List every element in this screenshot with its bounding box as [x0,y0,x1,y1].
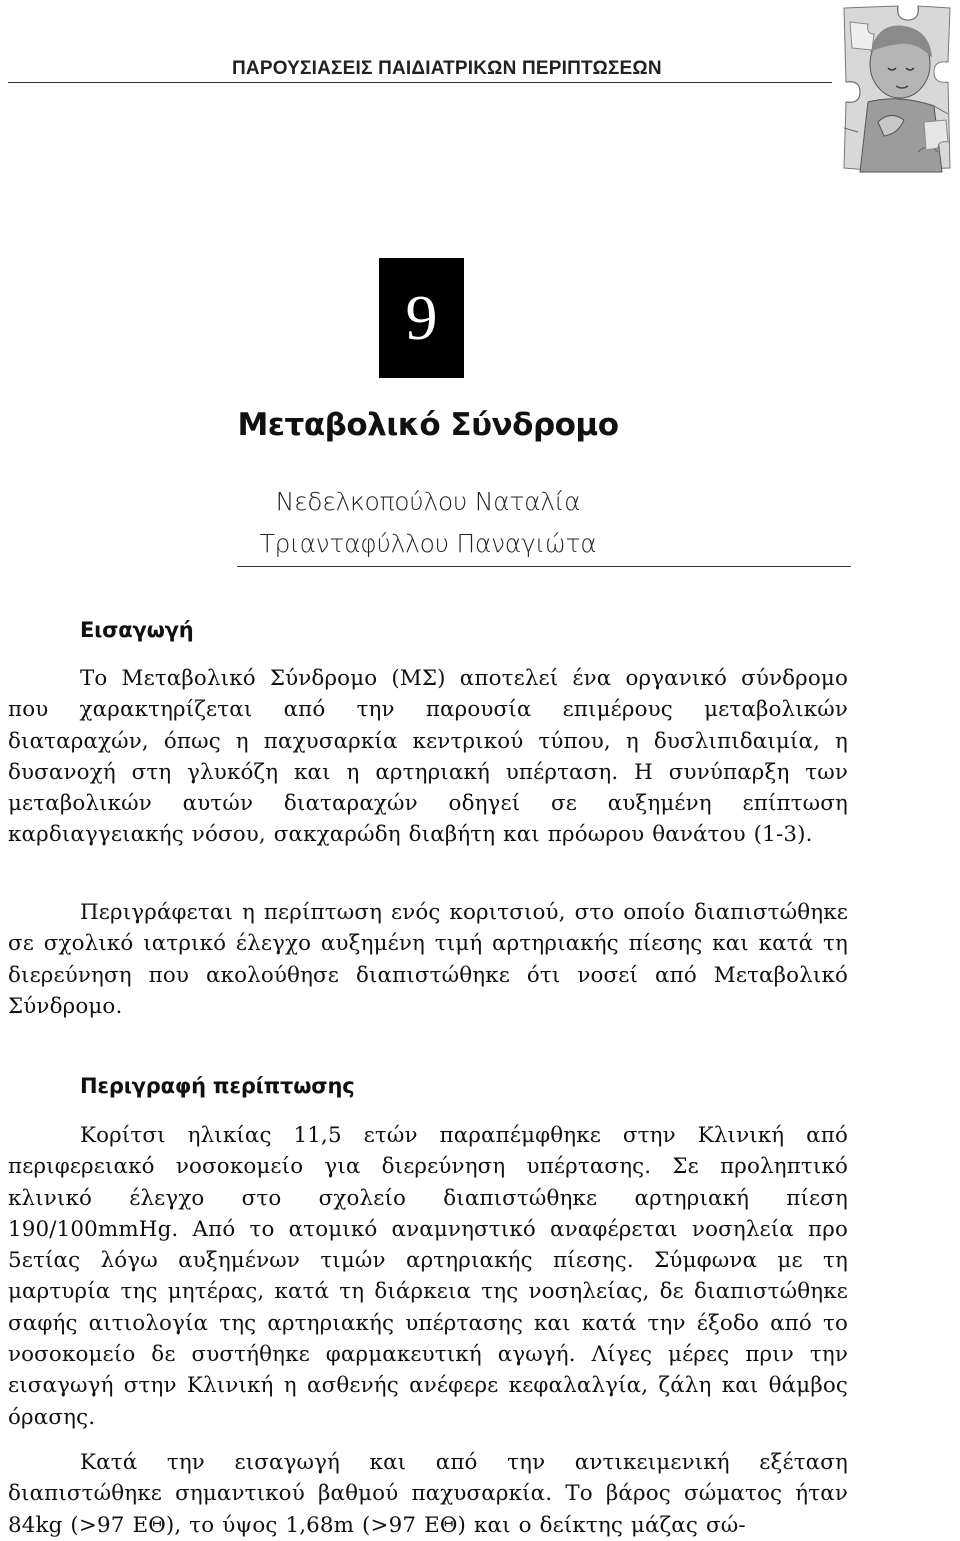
author-rule [237,566,851,567]
paragraph: Το Μεταβολικό Σύνδρομο (ΜΣ) αποτελεί ένα οργανικό σύνδρομο που χαρακτηρίζεται από την παρουσία επιμέρους μεταβολικών διαταραχών, όπως η παχυσαρκία κεντρικού τύπου, η δυσλιπιδαιμία, η δυσανοχή στη γλυκόζη και η αρτηριακή υπέρταση. Η συνύπαρξη των μεταβολικών αυτών διαταραχών οδηγεί σε αυξημένη επίπτωση καρδιαγγειακής νόσου, σακχαρώδη διαβήτη και πρόωρου θανάτου (1-3). [8,666,848,848]
child-puzzle-illustration [838,2,956,174]
paragraph: Κατά την εισαγωγή και από την αντικειμενική εξέταση διαπιστώθηκε σημαντικού βαθμού παχυσαρκία. Το βάρος σώματος ήταν 84kg (>97 ΕΘ), το ύψος 1,68m (>97 ΕΘ) και ο δείκτης μάζας σώ- [8,1450,848,1538]
chapter-title: Μεταβολικό Σύνδρομο [237,407,619,443]
section-heading-introduction: Εισαγωγή [80,618,194,642]
chapter-number: 9 [405,282,438,353]
chapter-number-box [379,258,464,378]
author-name: Τριανταφύλλου Παναγιώτα [259,529,597,558]
running-header: ΠΑΡΟΥΣΙΑΣΕΙΣ ΠΑΙΔΙΑΤΡΙΚΩΝ ΠΕΡΙΠΤΩΣΕΩΝ [232,58,662,79]
author-name: Νεδελκοπούλου Ναταλία [275,487,581,516]
header-rule [8,82,832,83]
paragraph: Περιγράφεται η περίπτωση ενός κοριτσιού, στο οποίο διαπιστώθηκε σε σχολικό ιατρικό έλεγχο αυξημένη τιμή αρτηριακής πίεσης και κατά τη διερεύνηση που ακολούθησε διαπιστώθηκε ότι νοσεί από Μεταβολικό Σύνδρομο. [8,900,848,1019]
section-heading-case-description: Περιγραφή περίπτωσης [80,1074,355,1098]
paragraph: Κορίτσι ηλικίας 11,5 ετών παραπέμφθηκε στην Κλινική από περιφερειακό νοσοκομείο για διερεύνηση υπέρτασης. Σε προληπτικό κλινικό έλεγχο στο σχολείο διαπιστώθηκε αρτηριακή πίεση 190/100mmHg. Από το ατομικό αναμνηστικό αναφέρεται νοσηλεία προ 5ετίας λόγω αυξημένων τιμών αρτηριακής πίεσης. Σύμφωνα με τη μαρτυρία της μητέρας, κατά τη διάρκεια της νοσηλείας, δε διαπιστώθηκε σαφής αιτιολογία της αρτηριακής υπέρτασης και κατά την έξοδο από το νοσοκομείο δε συστήθηκε φαρμακευτική αγωγή. Λίγες μέρες πριν την εισαγωγή στην Κλινική η ασθενής ανέφερε κεφαλαλγία, ζάλη και θάμβος όρασης. [8,1123,848,1430]
